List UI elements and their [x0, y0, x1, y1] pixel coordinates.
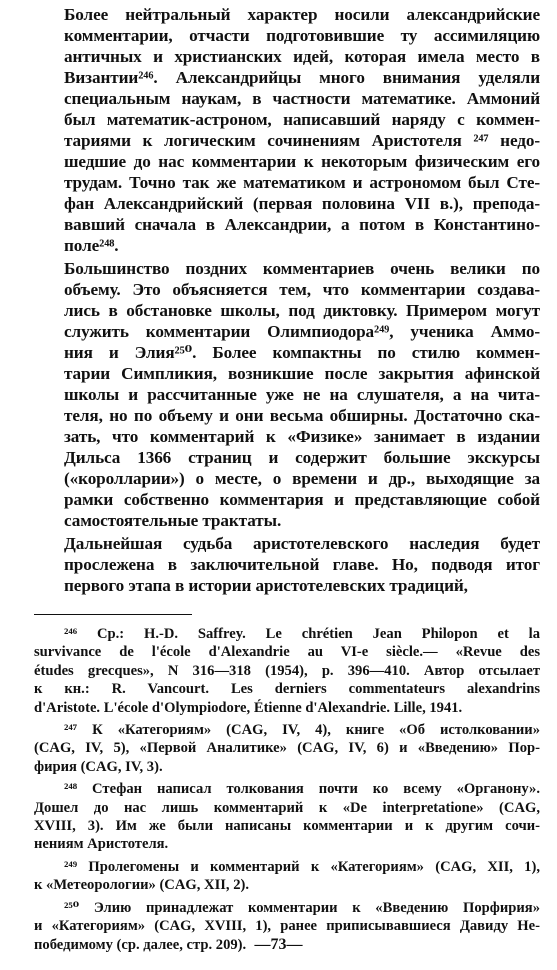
text-line: Большинство поздних комментариев очень велики по — [64, 259, 540, 278]
footnote-line: и «Категориям» (CAG, XVIII, 1), ранее приписывавшиеся Давиду Не- — [34, 918, 540, 935]
footnote-line: к «Метеорологии» (CAG, XII, 2). — [34, 877, 250, 894]
text-line: специальным наукам, в частности математике. Аммоний — [64, 89, 540, 108]
footnote-line: survivance de l'école d'Alexandrie au VI-e siècle.— «Revue des — [34, 644, 540, 661]
footnote-line: ²⁴⁹ Пролегомены и комментарий к «Категориям» (CAG, XII, 1), — [64, 858, 540, 875]
footnote-line: нениям Аристотеля. — [34, 836, 169, 853]
footnote-line: XVIII, 3). Им же были написаны комментарии и к другим сочи- — [34, 818, 540, 835]
footnote-line: d'Aristote. L'école d'Olympiodore, Étienne d'Alexandrie. Lille, 1941. — [34, 699, 463, 716]
paragraph — [34, 533, 540, 596]
text-line: тариями к логическим сочинениям Аристотеля ²⁴⁷ недо- — [64, 131, 540, 150]
text-line: теля, но по объему и они весьма обширны. Достаточно ска- — [64, 406, 540, 425]
text-line: рамки собственно комментария и представляющие собой — [64, 490, 540, 509]
text-line: Дальнейшая судьба аристотелевского наследия будет — [64, 534, 540, 553]
page-number: —73— — [254, 936, 303, 953]
footnote-line: (CAG, IV, 5), «Первой Аналитике» (CAG, IV, 6) и «Введению» Пор- — [34, 740, 540, 757]
text-line: Дильса 1366 страниц и содержит большие экскурсы — [64, 448, 540, 467]
footnote-line: ²⁴⁶ Ср.: H.-D. Saffrey. Le chrétien Jean Philopon et la — [64, 626, 540, 642]
footnote — [34, 858, 540, 895]
text-line: был математик-астроном, написавший наряду с коммен- — [64, 110, 540, 129]
text-line: фан Александрийский (первая половина VII в.), препода- — [64, 194, 540, 213]
text-line: Более нейтральный характер носили александрийские — [64, 5, 540, 24]
text-line: зать, что комментарий к «Физике» занимает в издании — [64, 427, 540, 446]
footnote-line: победимому (ср. далее, стр. 209). — [34, 936, 247, 953]
footnote-line: ²⁵⁰ Элию принадлежат комментарии к «Введению Порфирия» — [64, 899, 540, 916]
page-body — [34, 4, 540, 958]
footnotes — [34, 625, 540, 954]
footnote-line: études grecques», N 316—318 (1954), p. 396—410. Автор отсылает — [34, 662, 540, 679]
text-line: Византии²⁴⁶. Александрийцы много внимания уделяли — [64, 68, 540, 87]
footnote — [34, 625, 540, 717]
text-line: самостоятельные трактаты. — [64, 511, 282, 530]
text-line: античных и христианских идей, которая имела место в — [64, 47, 540, 66]
text-line: прослежена в заключительной главе. Но, подводя итог — [64, 555, 540, 574]
text-line: тарии Симпликия, возникшие после закрытия афинской — [64, 364, 540, 383]
footnote-line: ²⁴⁷ К «Категориям» (CAG, IV, 4), книге «Об истолковании» — [64, 722, 540, 739]
text-line: комментарии, отчасти подготовившие ту ассимиляцию — [64, 26, 540, 45]
text-line: школы и рассчитанные уже не на слушателя, а на чита- — [64, 385, 540, 404]
text-line: объему. Это объясняется тем, что комментарии создава- — [64, 280, 540, 299]
footnote-line: к кн.: R. Vancourt. Les derniers commentateurs alexandrins — [34, 681, 540, 698]
footnote-line: Дошел до нас лишь комментарий к «De interpretatione» (CAG, — [34, 799, 540, 816]
paragraph — [34, 258, 540, 531]
text-line: («королларии») о месте, о времени и др., выходящие за — [64, 469, 540, 488]
paragraph — [34, 4, 540, 256]
footnote-line: ²⁴⁸ Стефан написал толкования почти ко всему «Органону». — [64, 781, 540, 798]
footnote — [34, 780, 540, 854]
footnote-divider — [34, 614, 192, 615]
footnote-line: фирия (CAG, IV, 3). — [34, 758, 163, 775]
text-line: шедшие до нас комментарии к некоторым физическим его — [64, 152, 540, 171]
text-line: ния и Элия²⁵⁰. Более компактны по стилю коммен- — [64, 343, 540, 362]
text-line: первого этапа в истории аристотелевских традиций, — [64, 576, 468, 595]
main-text — [34, 4, 540, 596]
text-line: поле²⁴⁸. — [64, 236, 119, 255]
text-line: лись в обстановке школы, под диктовку. Примером могут — [64, 301, 540, 320]
text-line: вавший сначала в Александрии, а потом в Константино- — [64, 215, 540, 234]
text-line: служить комментарии Олимпиодора²⁴⁹, ученика Аммо- — [64, 322, 540, 341]
footnote — [34, 721, 540, 776]
text-line: трудам. Точно так же математиком и астрономом был Сте- — [64, 173, 540, 192]
